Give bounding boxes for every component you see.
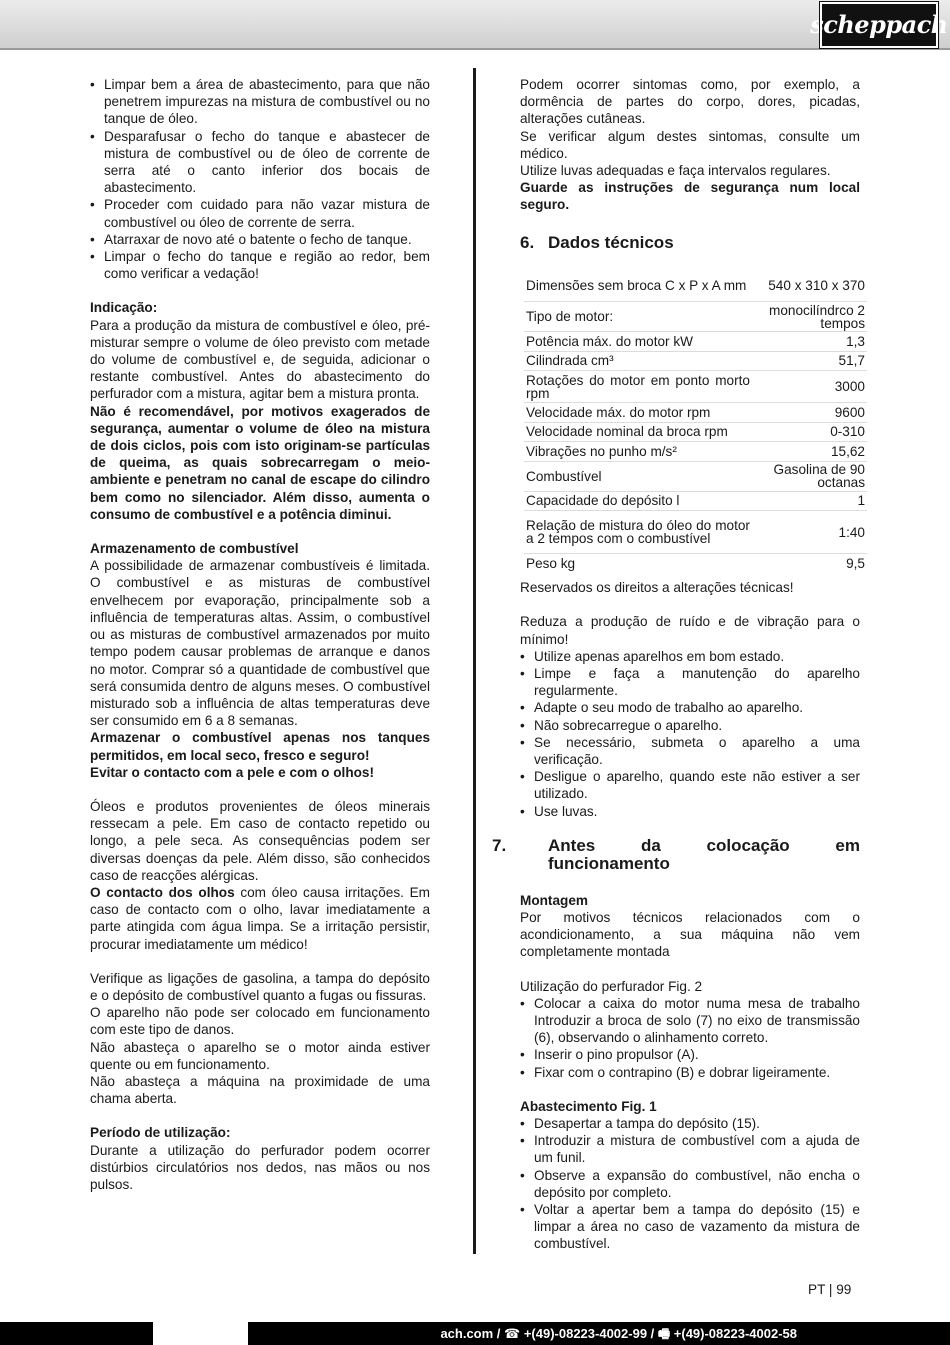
- indicacao-text: Para a produção da mistura de combustível e óleo, pré-misturar sempre o volume de óleo previsto com metade do volume de combustível e, de seguida, adicionar o restante combustível. Antes do abastecimento do perfurador com a mistura, agitar bem a mistura pronta.: [90, 317, 430, 402]
- page-number: PT | 99: [808, 1282, 852, 1297]
- table-row: [524, 422, 867, 442]
- symptoms-text: Podem ocorrer sintomas como, por exemplo, a dormência de partes do corpo, dores, picadas, alterações cutâneas.: [520, 77, 860, 127]
- spec-label: Capacidade do depósito l: [524, 491, 752, 511]
- spec-value: 540 x 310 x 370: [752, 270, 867, 302]
- table-row: [524, 511, 867, 554]
- spec-label: Cilindrada cm³: [524, 351, 752, 371]
- use-list: [520, 995, 860, 1081]
- list-item: • Proceder com cuidado para não vazar mistura de combustível ou óleo de corrente de serra.: [90, 196, 430, 230]
- right-column: [492, 76, 865, 1253]
- spec-label: Relação de mistura do óleo do motor a 2 tempos com o combustível: [524, 511, 752, 554]
- list-item: • Colocar a caixa do motor numa mesa de trabalho Introduzir a broca de solo (7) no eixo de transmissão (6), observando o alinhamento correto.: [520, 995, 860, 1047]
- section-title: Dados técnicos: [548, 232, 674, 252]
- table-row: [524, 332, 867, 352]
- eye-contact-bold: O contacto dos olhos: [90, 884, 235, 900]
- spec-value: 1: [752, 491, 867, 511]
- storage-warning: Armazenar o combustível apenas nos tanques permitidos, em local seco, fresco e seguro!: [90, 730, 430, 763]
- eye-contact-text: [90, 884, 430, 953]
- spec-value: 3000: [752, 371, 867, 403]
- section-7-heading: [492, 835, 860, 873]
- spec-value: monocilíndrco 2 tempos: [752, 302, 867, 332]
- use-heading: Utilização do perfurador Fig. 2: [520, 978, 703, 994]
- spec-label: Tipo de motor:: [524, 302, 752, 332]
- table-row: [524, 554, 867, 574]
- spec-value: 1:40: [752, 511, 867, 554]
- table-row: [524, 442, 867, 462]
- indicacao-heading: Indicação:: [90, 300, 158, 316]
- table-row: [524, 491, 867, 511]
- no-refuel-flame-text: Não abasteça a máquina na proximidade de uma chama aberta.: [90, 1073, 430, 1107]
- usage-period-heading: Período de utilização:: [90, 1125, 231, 1141]
- storage-text: A possibilidade de armazenar combustíveis é limitada. O combustível e as misturas de combustível envelhecem por evaporação, principalmente sob a influência de temperaturas altas. Assim, o combustível ou as misturas de combustível armazenados por muito tempo podem causar problemas de arranque e danos no motor. Comprar só a quantidade de combustível que será consumida dentro de alguns meses. O combustível misturado sob a influência de altas temperaturas deve ser consumido em 6 a 8 semanas.: [90, 558, 430, 729]
- storage-heading: Armazenamento de combustível: [90, 541, 299, 557]
- footer-white-block: [153, 1322, 248, 1345]
- spec-label: Velocidade nominal da broca rpm: [524, 422, 752, 442]
- oils-text: Óleos e produtos provenientes de óleos minerais ressecam a pele. Em caso de contacto repetido ou longo, a pele seca. As consequências podem ser diversas doenças da pele. Além disso, são conhecidos caso de reacções alérgicas.: [90, 798, 430, 883]
- keep-instructions: Guarde as instruções de segurança num local seguro.: [520, 180, 860, 213]
- list-item: • Fixar com o contrapino (B) e dobrar ligeiramente.: [520, 1064, 860, 1081]
- list-item: • Limpar o fecho do tanque e região ao redor, bem como verificar a vedação!: [90, 248, 430, 282]
- list-item: • Se necessário, submeta o aparelho a uma verificação.: [520, 734, 860, 768]
- footer-bar: [0, 1322, 950, 1345]
- spec-label: Dimensões sem broca C x P x A mm: [524, 270, 752, 302]
- reserved-text: Reservados os direitos a alterações técnicas!: [520, 580, 794, 596]
- spec-label: Potência máx. do motor kW: [524, 332, 752, 352]
- list-item: • Não sobrecarregue o aparelho.: [520, 717, 860, 734]
- verify-text: Verifique as ligações de gasolina, a tampa do depósito e o depósito de combustível quanto a fugas ou fissuras.: [90, 970, 430, 1003]
- refuel-list: [520, 1115, 860, 1253]
- spec-value: 15,62: [752, 442, 867, 462]
- noise-intro: Reduza a produção de ruído e de vibração para o mínimo!: [520, 614, 860, 647]
- consult-text: Se verificar algum destes sintomas, consulte um médico.: [520, 128, 860, 161]
- left-column: [90, 76, 430, 1193]
- no-refuel-hot-text: Não abasteça o aparelho se o motor ainda estiver quente ou em funcionamento.: [90, 1039, 430, 1072]
- tech-specs-table: [524, 270, 867, 574]
- list-item: • Desligue o aparelho, quando este não estiver a ser utilizado.: [520, 768, 860, 802]
- spec-label: Combustível: [524, 461, 752, 491]
- list-item: • Use luvas.: [520, 803, 860, 820]
- noise-list: [520, 648, 860, 820]
- footer-contact: ach.com / ☎ +(49)-08223-4002-99 / 🖷 +(49)-08223-4002-58: [440, 1326, 797, 1341]
- spec-value: 9600: [752, 403, 867, 423]
- spec-label: Vibrações no punho m/s²: [524, 442, 752, 462]
- refuel-heading: Abastecimento Fig. 1: [520, 1098, 657, 1114]
- spec-value: 0-310: [752, 422, 867, 442]
- spec-value: 9,5: [846, 556, 865, 572]
- spec-label: Velocidade máx. do motor rpm: [524, 403, 752, 423]
- no-operate-text: O aparelho não pode ser colocado em funcionamento com este tipo de danos.: [90, 1005, 430, 1038]
- table-row: [524, 403, 867, 423]
- list-item: • Desparafusar o fecho do tanque e abastecer de mistura de combustível ou de óleo de corrente de serra até o canto inferior dos bocais de abastecimento.: [90, 128, 430, 197]
- section-title: Antes da colocação em funcionamento: [548, 835, 860, 873]
- eye-contact-rest: com óleo causa irritações. Em caso de contacto com o olho, lavar imediatamente a parte atingida com água limpa. Se a irritação persistir, procurar imediatamente um médico!: [90, 884, 430, 952]
- usage-period-text: Durante a utilização do perfurador podem ocorrer distúrbios circulatórios nos dedos, nas mãos ou nos pulsos.: [90, 1142, 430, 1192]
- list-item: • Desapertar a tampa do depósito (15).: [520, 1115, 860, 1132]
- gloves-text: Utilize luvas adequadas e faça intervalos regulares.: [520, 163, 831, 179]
- section-number: 6.: [520, 232, 535, 252]
- table-row: [524, 461, 867, 491]
- list-item: • Utilize apenas aparelhos em bom estado.: [520, 648, 860, 665]
- list-item: • Observe a expansão do combustível, não encha o depósito por completo.: [520, 1167, 860, 1201]
- list-item: • Inserir o pino propulsor (A).: [520, 1046, 860, 1063]
- list-item: • Voltar a apertar bem a tampa do depósito (15) e limpar a área no caso de vazamento da mistura de combustível.: [520, 1201, 860, 1253]
- table-row: [524, 270, 867, 302]
- list-item: • Introduzir a mistura de combustível com a ajuda de um funil.: [520, 1132, 860, 1166]
- montagem-text: Por motivos técnicos relacionados com o acondicionamento, a sua máquina não vem completamente montada: [520, 909, 860, 960]
- list-item: • Atarraxar de novo até o batente o fecho de tanque.: [90, 231, 430, 248]
- list-item: • Limpar bem a área de abastecimento, para que não penetrem impurezas na mistura de combustível ou no tanque de óleo.: [90, 76, 430, 128]
- list-item: • Adapte o seu modo de trabalho ao aparelho.: [520, 699, 860, 716]
- section-number: 7.: [492, 835, 507, 855]
- oil-warning: Não é recomendável, por motivos exagerados de segurança, aumentar o volume de óleo na mistura de dois ciclos, pois com isto originam-se partículas de queima, as quais sobrecarregam o meio-ambiente e penetram no canal de escape do cilindro bem como no silenciador. Além disso, aumenta o consumo de combustível e a potência diminui.: [90, 403, 430, 522]
- spec-value: 1,3: [752, 332, 867, 352]
- spec-label: Peso kg: [526, 556, 576, 572]
- column-divider: [473, 68, 476, 1254]
- header-band: [0, 0, 950, 50]
- skin-warning: Evitar o contacto com a pele e com o olhos!: [90, 764, 375, 780]
- table-row: [524, 302, 867, 332]
- table-row: [524, 351, 867, 371]
- brand-logo: scheppach: [820, 2, 938, 48]
- list-item: • Limpe e faça a manutenção do aparelho regularmente.: [520, 665, 860, 699]
- table-row: [524, 371, 867, 403]
- refuel-steps-list: [90, 76, 430, 282]
- montagem-heading: Montagem: [520, 892, 588, 908]
- spec-label: Rotações do motor em ponto morto rpm: [526, 372, 750, 401]
- section-6-heading: [520, 234, 860, 252]
- spec-value: Gasolina de 90 octanas: [752, 461, 867, 491]
- spec-value: 51,7: [752, 351, 867, 371]
